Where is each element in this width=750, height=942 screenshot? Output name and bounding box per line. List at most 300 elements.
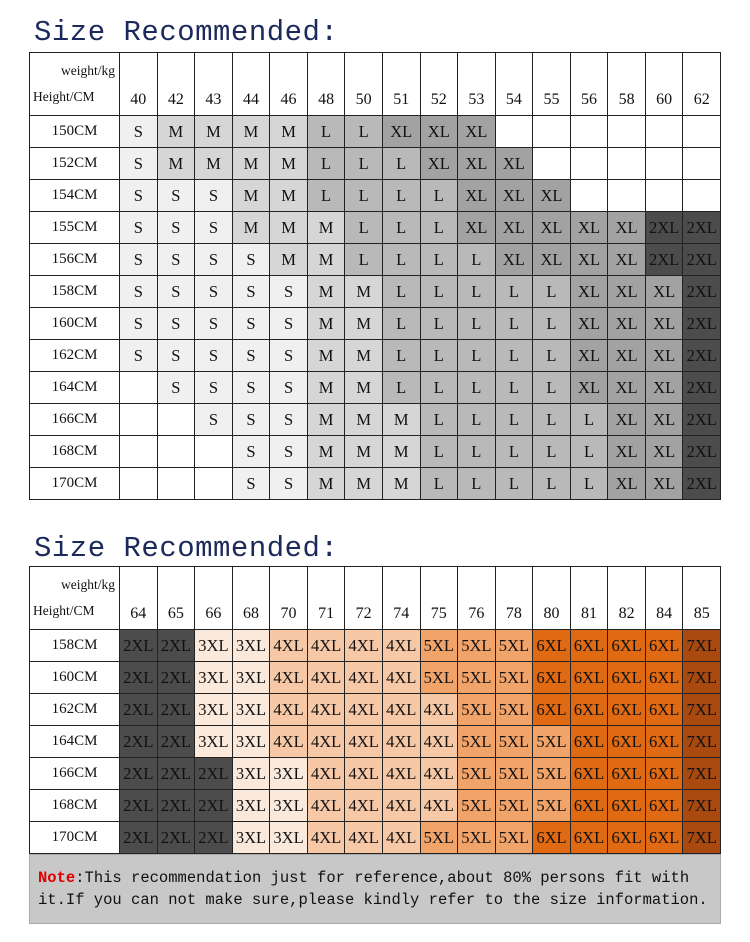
height-label-cell: 154CM — [30, 180, 120, 212]
size-cell: S — [157, 308, 195, 340]
size-cell: 6XL — [608, 822, 646, 854]
size-cell: 6XL — [608, 790, 646, 822]
size-cell: M — [307, 308, 345, 340]
size-cell: L — [458, 468, 496, 500]
size-cell: 4XL — [345, 726, 383, 758]
size-cell: XL — [495, 212, 533, 244]
table-row — [30, 148, 721, 180]
size-cell: 3XL — [232, 726, 270, 758]
size-cell: 3XL — [195, 662, 233, 694]
size-cell: S — [120, 308, 158, 340]
size-cell: M — [157, 116, 195, 148]
table-row — [30, 694, 721, 726]
weight-header-cell: 85 — [683, 567, 721, 630]
size-cell — [533, 116, 571, 148]
size-cell: M — [382, 436, 420, 468]
size-cell: 5XL — [533, 790, 571, 822]
size-cell: S — [232, 340, 270, 372]
size-cell — [570, 116, 608, 148]
size-cell: 2XL — [645, 212, 683, 244]
size-cell: L — [307, 148, 345, 180]
size-cell: 6XL — [570, 662, 608, 694]
weight-header-cell: 60 — [645, 53, 683, 116]
size-cell: L — [420, 180, 458, 212]
weight-header-cell: 54 — [495, 53, 533, 116]
size-cell: 2XL — [120, 822, 158, 854]
size-cell: M — [345, 340, 383, 372]
size-cell: L — [345, 212, 383, 244]
size-cell: 5XL — [458, 726, 496, 758]
size-cell: 2XL — [120, 694, 158, 726]
size-cell: 4XL — [420, 726, 458, 758]
size-cell — [683, 148, 721, 180]
size-cell: L — [420, 212, 458, 244]
size-cell: 5XL — [495, 694, 533, 726]
size-cell: 4XL — [420, 758, 458, 790]
size-cell: S — [195, 372, 233, 404]
size-cell: M — [307, 436, 345, 468]
size-cell: M — [195, 148, 233, 180]
size-cell: 4XL — [307, 726, 345, 758]
height-label-cell: 168CM — [30, 790, 120, 822]
size-cell: S — [195, 340, 233, 372]
table-row — [30, 116, 721, 148]
size-cell: 2XL — [120, 630, 158, 662]
size-cell: 6XL — [570, 630, 608, 662]
size-cell: 3XL — [270, 790, 308, 822]
size-cell: 2XL — [683, 212, 721, 244]
corner-weight-label: weight/kg — [61, 577, 115, 592]
weight-header-cell: 52 — [420, 53, 458, 116]
size-cell: XL — [608, 468, 646, 500]
size-cell — [120, 372, 158, 404]
size-cell: XL — [458, 180, 496, 212]
size-cell: L — [533, 372, 571, 404]
weight-header-row — [30, 53, 721, 116]
size-cell: L — [420, 340, 458, 372]
size-cell: XL — [495, 180, 533, 212]
size-cell: L — [533, 340, 571, 372]
weight-header-cell: 72 — [345, 567, 383, 630]
size-cell: 6XL — [645, 758, 683, 790]
size-cell — [683, 116, 721, 148]
size-cell: M — [307, 340, 345, 372]
size-cell: 2XL — [157, 726, 195, 758]
size-cell: 6XL — [570, 790, 608, 822]
size-cell — [195, 436, 233, 468]
size-cell: 2XL — [120, 758, 158, 790]
size-cell: L — [495, 404, 533, 436]
weight-header-cell: 56 — [570, 53, 608, 116]
size-cell: L — [382, 244, 420, 276]
size-cell: 6XL — [645, 726, 683, 758]
size-cell: L — [307, 180, 345, 212]
size-cell: 3XL — [232, 822, 270, 854]
size-cell: S — [232, 468, 270, 500]
size-cell: M — [307, 468, 345, 500]
corner-height-label: Height/CM — [33, 89, 95, 104]
size-cell: 3XL — [270, 822, 308, 854]
height-label-cell: 170CM — [30, 468, 120, 500]
size-cell: XL — [382, 116, 420, 148]
size-cell: 5XL — [458, 694, 496, 726]
table-row — [30, 630, 721, 662]
size-cell: 6XL — [533, 662, 571, 694]
weight-header-cell: 84 — [645, 567, 683, 630]
size-cell: 6XL — [645, 790, 683, 822]
size-cell: M — [307, 244, 345, 276]
size-cell: 4XL — [307, 822, 345, 854]
size-cell: L — [533, 436, 571, 468]
size-cell — [120, 404, 158, 436]
size-cell: L — [533, 308, 571, 340]
size-cell: XL — [645, 372, 683, 404]
size-cell: L — [345, 116, 383, 148]
size-cell: S — [270, 276, 308, 308]
size-cell: 7XL — [683, 822, 721, 854]
size-cell: M — [382, 404, 420, 436]
size-cell: 4XL — [307, 758, 345, 790]
size-cell: 4XL — [307, 790, 345, 822]
size-cell: S — [270, 468, 308, 500]
size-cell: L — [382, 180, 420, 212]
size-cell: L — [458, 244, 496, 276]
size-cell: 6XL — [570, 726, 608, 758]
size-cell: 3XL — [232, 662, 270, 694]
size-cell: XL — [645, 308, 683, 340]
size-cell: S — [157, 340, 195, 372]
size-cell: XL — [420, 148, 458, 180]
size-cell: 2XL — [683, 308, 721, 340]
weight-header-cell: 74 — [382, 567, 420, 630]
height-label-cell: 150CM — [30, 116, 120, 148]
size-cell: XL — [570, 212, 608, 244]
size-cell: 4XL — [270, 662, 308, 694]
size-cell: M — [157, 148, 195, 180]
size-cell: 6XL — [645, 662, 683, 694]
corner-cell — [30, 567, 120, 630]
weight-header-cell: 50 — [345, 53, 383, 116]
size-cell: S — [195, 244, 233, 276]
size-cell: 6XL — [570, 822, 608, 854]
weight-header-cell: 58 — [608, 53, 646, 116]
weight-header-cell: 48 — [307, 53, 345, 116]
size-cell: S — [232, 404, 270, 436]
size-cell: L — [570, 436, 608, 468]
size-cell: 4XL — [345, 790, 383, 822]
size-cell: M — [307, 212, 345, 244]
table-row — [30, 340, 721, 372]
size-cell: 7XL — [683, 758, 721, 790]
size-cell: M — [345, 468, 383, 500]
height-label-cell: 164CM — [30, 372, 120, 404]
size-cell — [195, 468, 233, 500]
height-label-cell: 158CM — [30, 276, 120, 308]
table-row — [30, 468, 721, 500]
weight-header-cell: 76 — [458, 567, 496, 630]
size-cell: 6XL — [570, 694, 608, 726]
size-cell: 2XL — [195, 758, 233, 790]
weight-header-cell: 81 — [570, 567, 608, 630]
size-cell: XL — [533, 212, 571, 244]
size-cell: L — [307, 116, 345, 148]
size-cell: L — [458, 308, 496, 340]
size-cell: M — [345, 308, 383, 340]
size-cell: S — [157, 212, 195, 244]
size-cell: 4XL — [307, 630, 345, 662]
size-cell: 6XL — [533, 822, 571, 854]
size-cell: M — [307, 404, 345, 436]
weight-header-cell: 70 — [270, 567, 308, 630]
size-cell — [570, 180, 608, 212]
size-cell — [120, 436, 158, 468]
weight-header-cell: 66 — [195, 567, 233, 630]
size-cell: 5XL — [420, 662, 458, 694]
weight-header-cell: 46 — [270, 53, 308, 116]
size-cell: XL — [608, 404, 646, 436]
weight-header-row — [30, 567, 721, 630]
size-cell: XL — [533, 180, 571, 212]
size-cell: 2XL — [195, 790, 233, 822]
size-cell: 2XL — [157, 790, 195, 822]
weight-header-cell: 80 — [533, 567, 571, 630]
size-cell: 4XL — [382, 726, 420, 758]
height-label-cell: 170CM — [30, 822, 120, 854]
size-cell: S — [232, 244, 270, 276]
weight-header-cell: 51 — [382, 53, 420, 116]
section-title-1: Size Recommended: — [34, 16, 339, 49]
size-cell: 6XL — [608, 726, 646, 758]
size-cell — [157, 468, 195, 500]
size-cell: 5XL — [495, 630, 533, 662]
size-cell: L — [495, 372, 533, 404]
size-cell: L — [382, 372, 420, 404]
height-label-cell: 168CM — [30, 436, 120, 468]
size-cell: S — [195, 276, 233, 308]
size-cell: M — [232, 148, 270, 180]
size-cell: 5XL — [495, 662, 533, 694]
size-cell — [608, 180, 646, 212]
size-cell: 4XL — [307, 662, 345, 694]
size-cell: L — [382, 340, 420, 372]
table-row — [30, 308, 721, 340]
size-cell: 5XL — [458, 758, 496, 790]
size-cell: 6XL — [608, 630, 646, 662]
height-label-cell: 155CM — [30, 212, 120, 244]
corner-height-label: Height/CM — [33, 603, 95, 618]
size-cell: 4XL — [270, 726, 308, 758]
size-cell: 4XL — [382, 662, 420, 694]
size-cell: M — [382, 468, 420, 500]
size-cell: S — [195, 212, 233, 244]
size-cell: XL — [608, 244, 646, 276]
size-cell: XL — [458, 212, 496, 244]
weight-header-cell: 42 — [157, 53, 195, 116]
size-cell: 2XL — [157, 694, 195, 726]
weight-header-cell: 43 — [195, 53, 233, 116]
size-cell: L — [420, 468, 458, 500]
table-row — [30, 758, 721, 790]
size-cell: M — [345, 436, 383, 468]
size-cell: L — [495, 308, 533, 340]
note-text: :This recommendation just for reference,about 80% persons fit with it.If you can not make sure,please kindly refer to the size information. — [38, 869, 708, 909]
size-cell: M — [345, 372, 383, 404]
weight-header-cell: 53 — [458, 53, 496, 116]
size-cell: 2XL — [683, 372, 721, 404]
size-cell: 2XL — [683, 404, 721, 436]
size-cell: M — [307, 372, 345, 404]
size-cell: S — [157, 276, 195, 308]
table-row — [30, 212, 721, 244]
table-row — [30, 436, 721, 468]
size-cell: 5XL — [533, 758, 571, 790]
size-cell: L — [420, 276, 458, 308]
size-cell: XL — [608, 340, 646, 372]
size-cell: XL — [495, 244, 533, 276]
size-cell: S — [157, 180, 195, 212]
size-cell: L — [420, 308, 458, 340]
size-cell: M — [270, 180, 308, 212]
size-cell: 6XL — [570, 758, 608, 790]
size-cell: 6XL — [645, 694, 683, 726]
size-cell: 5XL — [458, 662, 496, 694]
height-label-cell: 164CM — [30, 726, 120, 758]
size-cell: L — [533, 404, 571, 436]
size-cell: S — [232, 436, 270, 468]
size-cell — [645, 180, 683, 212]
height-label-cell: 158CM — [30, 630, 120, 662]
height-label-cell: 166CM — [30, 404, 120, 436]
size-cell: S — [270, 404, 308, 436]
size-cell: 4XL — [382, 758, 420, 790]
size-cell: S — [120, 148, 158, 180]
size-cell: 4XL — [345, 758, 383, 790]
size-cell: XL — [608, 276, 646, 308]
size-cell: 2XL — [683, 436, 721, 468]
size-cell — [608, 148, 646, 180]
size-cell: 5XL — [458, 630, 496, 662]
size-cell — [645, 116, 683, 148]
size-cell: XL — [608, 372, 646, 404]
height-label-cell: 152CM — [30, 148, 120, 180]
size-cell: S — [195, 404, 233, 436]
section-title-2: Size Recommended: — [34, 532, 339, 565]
size-cell: L — [382, 276, 420, 308]
size-cell: S — [120, 212, 158, 244]
size-cell: S — [270, 340, 308, 372]
table-row — [30, 822, 721, 854]
size-cell: XL — [645, 468, 683, 500]
size-cell: L — [345, 148, 383, 180]
size-cell: L — [458, 372, 496, 404]
size-cell: M — [345, 404, 383, 436]
size-cell: 6XL — [533, 694, 571, 726]
weight-header-cell: 68 — [232, 567, 270, 630]
size-cell — [533, 148, 571, 180]
size-cell: 4XL — [345, 662, 383, 694]
size-cell: XL — [570, 276, 608, 308]
size-cell: L — [495, 468, 533, 500]
size-cell: L — [458, 340, 496, 372]
size-cell: L — [345, 180, 383, 212]
size-cell: S — [120, 276, 158, 308]
size-cell: 5XL — [420, 630, 458, 662]
size-cell: L — [495, 276, 533, 308]
size-cell: S — [270, 308, 308, 340]
table-row — [30, 244, 721, 276]
weight-header-cell: 78 — [495, 567, 533, 630]
weight-header-cell: 62 — [683, 53, 721, 116]
table-row — [30, 662, 721, 694]
size-cell: 5XL — [495, 822, 533, 854]
size-cell: L — [570, 468, 608, 500]
size-cell: S — [270, 436, 308, 468]
height-label-cell: 160CM — [30, 308, 120, 340]
size-cell: 7XL — [683, 694, 721, 726]
size-cell: S — [232, 372, 270, 404]
size-cell: S — [120, 180, 158, 212]
table-row — [30, 790, 721, 822]
size-cell: 5XL — [458, 790, 496, 822]
size-cell: S — [232, 276, 270, 308]
size-cell: 3XL — [232, 694, 270, 726]
size-cell: M — [232, 212, 270, 244]
size-cell: 6XL — [608, 662, 646, 694]
size-cell: 3XL — [232, 630, 270, 662]
corner-weight-label: weight/kg — [61, 63, 115, 78]
weight-header-cell: 44 — [232, 53, 270, 116]
size-cell — [157, 436, 195, 468]
size-cell: S — [157, 372, 195, 404]
size-cell: M — [270, 212, 308, 244]
size-cell: 4XL — [382, 822, 420, 854]
weight-header-cell: 65 — [157, 567, 195, 630]
size-cell: M — [232, 116, 270, 148]
weight-header-cell: 75 — [420, 567, 458, 630]
size-cell: XL — [608, 308, 646, 340]
size-cell: 4XL — [270, 630, 308, 662]
size-cell: 3XL — [195, 726, 233, 758]
size-cell: 2XL — [683, 468, 721, 500]
size-cell: XL — [645, 436, 683, 468]
size-cell: L — [458, 404, 496, 436]
size-cell: 7XL — [683, 790, 721, 822]
size-cell: 4XL — [345, 822, 383, 854]
size-cell: 4XL — [420, 694, 458, 726]
size-cell: L — [420, 244, 458, 276]
size-cell: L — [382, 148, 420, 180]
size-cell: 3XL — [270, 758, 308, 790]
size-cell: M — [270, 148, 308, 180]
size-cell: 3XL — [232, 758, 270, 790]
size-cell: XL — [458, 148, 496, 180]
size-cell: L — [420, 436, 458, 468]
size-cell: 5XL — [495, 790, 533, 822]
size-cell: L — [533, 276, 571, 308]
size-cell: M — [195, 116, 233, 148]
size-cell: XL — [608, 436, 646, 468]
height-label-cell: 162CM — [30, 340, 120, 372]
size-cell: XL — [645, 340, 683, 372]
size-cell: 2XL — [157, 822, 195, 854]
size-cell: L — [570, 404, 608, 436]
size-cell: 2XL — [157, 758, 195, 790]
note-label: Note — [38, 869, 76, 887]
size-cell: XL — [645, 404, 683, 436]
table-row — [30, 276, 721, 308]
size-cell: 3XL — [195, 694, 233, 726]
size-cell: 4XL — [307, 694, 345, 726]
